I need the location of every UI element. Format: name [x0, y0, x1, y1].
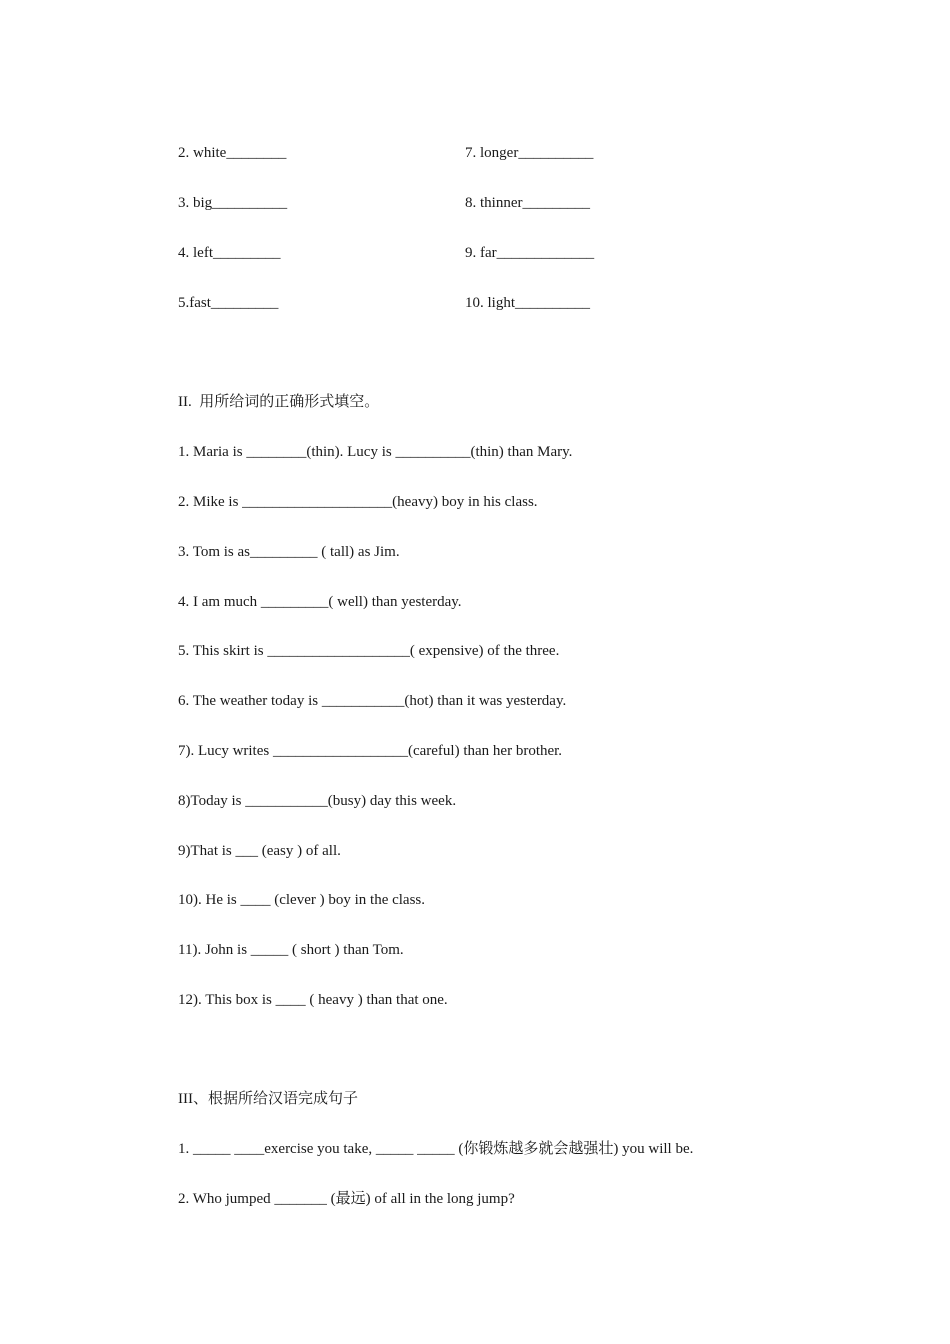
section2-item: 9)That is ___ (easy ) of all. [178, 843, 341, 859]
left-item-5: 5.fast_________ [178, 295, 279, 311]
section2-item: 7). Lucy writes __________________(careful) than her brother. [178, 743, 563, 759]
section3-item: 2. Who jumped _______ (最远) of all in the long jump? [178, 1191, 515, 1207]
section2-item: 2. Mike is ____________________(heavy) boy in his class. [178, 494, 538, 510]
section3-item: 1. _____ ____exercise you take, _____ _____ (你锻炼越多就会越强壮) you will be. [178, 1141, 694, 1157]
right-item-7: 7. longer__________ [465, 145, 594, 161]
left-item-2: 2. white________ [178, 145, 287, 161]
left-item-3: 3. big__________ [178, 195, 288, 211]
section2-item: 10). He is ____ (clever ) boy in the class. [178, 892, 426, 908]
right-item-10: 10. light__________ [465, 295, 591, 311]
section2-heading: II. 用所给词的正确形式填空。 [178, 394, 380, 410]
right-item-9: 9. far_____________ [465, 245, 595, 261]
section2-item: 8)Today is ___________(busy) day this week. [178, 793, 457, 809]
section2-item: 4. I am much _________( well) than yesterday. [178, 594, 462, 610]
section2-item: 6. The weather today is ___________(hot) than it was yesterday. [178, 693, 567, 709]
right-item-8: 8. thinner_________ [465, 195, 590, 211]
section2-item: 5. This skirt is ___________________( expensive) of the three. [178, 643, 560, 659]
section3-heading: III、根据所给汉语完成句子 [178, 1091, 358, 1107]
section2-item: 11). John is _____ ( short ) than Tom. [178, 942, 404, 958]
section2-item: 1. Maria is ________(thin). Lucy is __________(thin) than Mary. [178, 444, 573, 460]
left-item-4: 4. left_________ [178, 245, 281, 261]
section2-item: 3. Tom is as_________ ( tall) as Jim. [178, 544, 400, 560]
section2-item: 12). This box is ____ ( heavy ) than that one. [178, 992, 448, 1008]
